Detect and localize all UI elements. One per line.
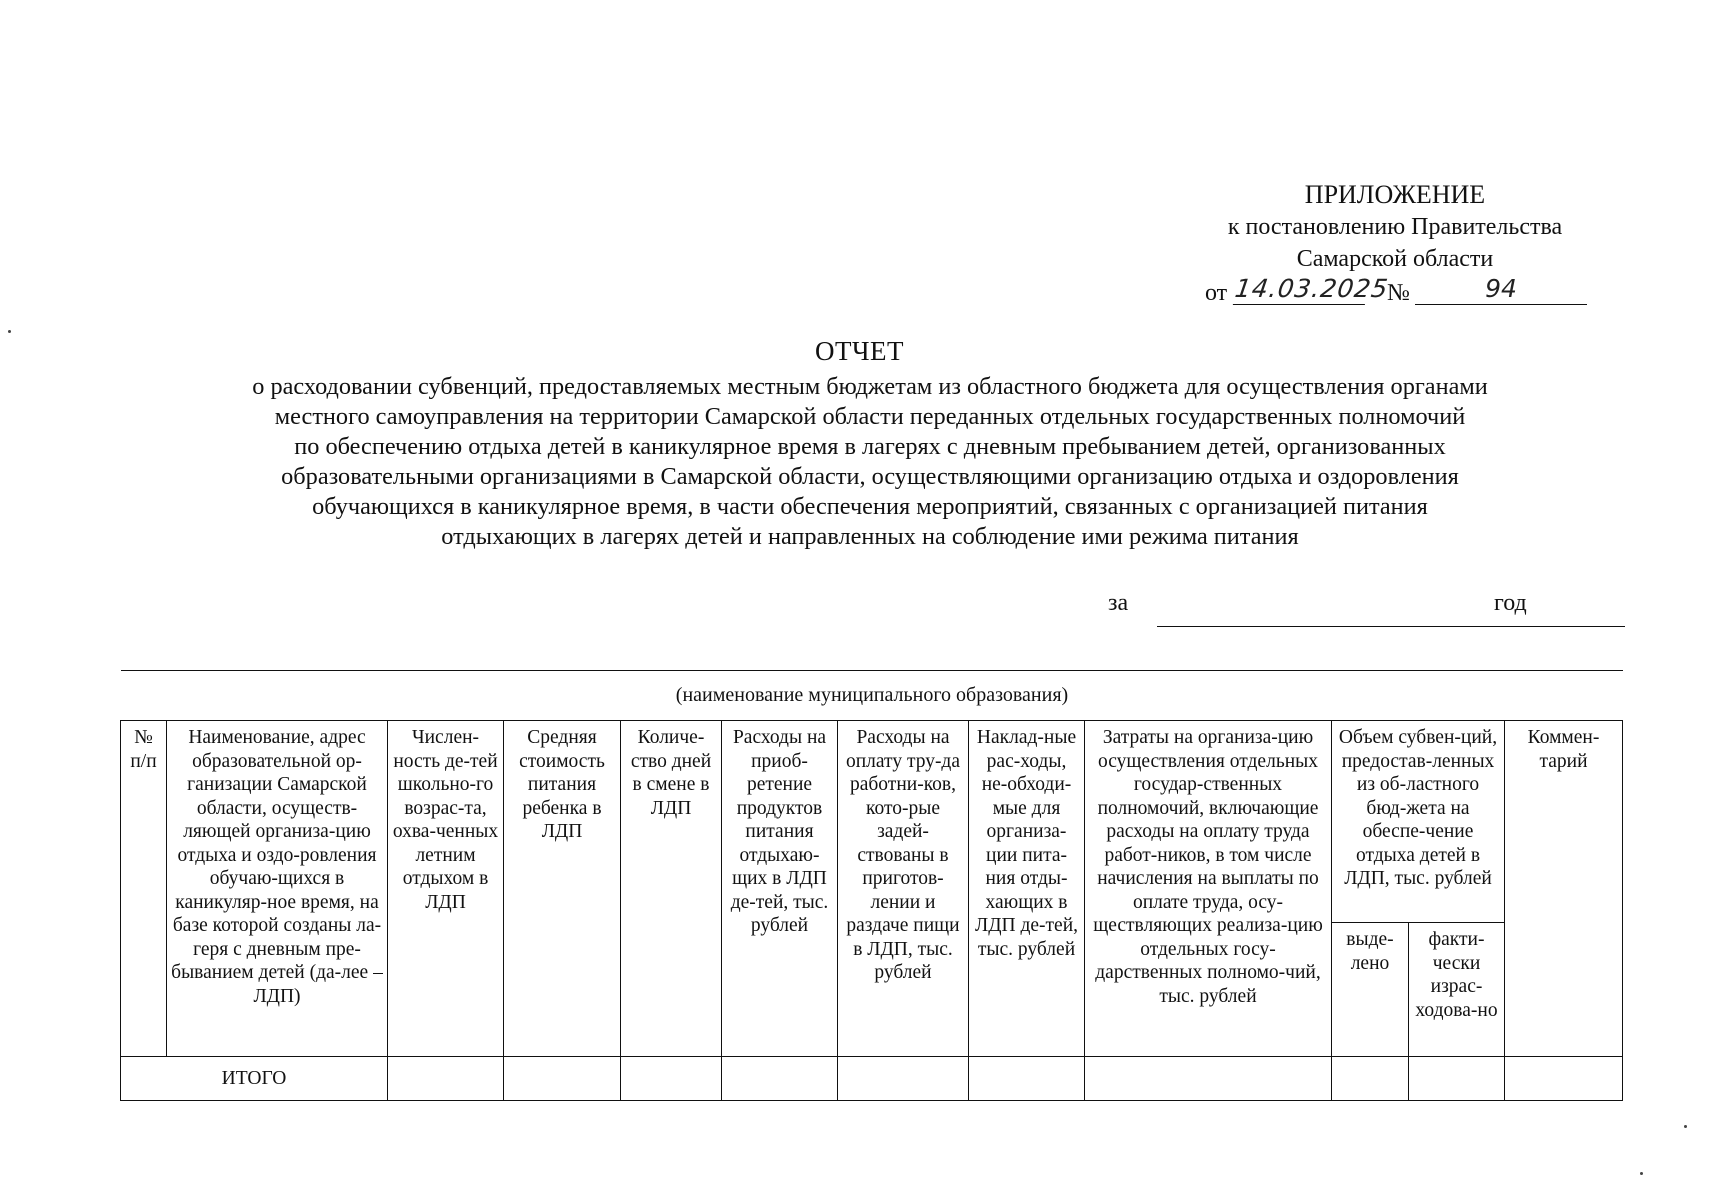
total-cell <box>1409 1057 1505 1101</box>
report-subject-line: образовательными организациями в Самарской области, осуществляющими организацию отдыха и оздоровления <box>281 463 1459 490</box>
decree-date-handwritten: 14.03.2025 <box>1233 274 1391 303</box>
scan-speck <box>8 330 11 333</box>
scan-speck <box>1684 1125 1687 1128</box>
total-cell <box>621 1057 722 1101</box>
report-subject-line: по обеспечению отдыха детей в каникулярное время в лагерях с дневным пребыванием детей, организованных <box>294 433 1446 460</box>
header-spent: факти-чески израс-ходова-но <box>1409 923 1505 1057</box>
header-admin-costs: Затраты на организа-цию осуществления отдельных государ-ственных полномочий, включающие расходы на оплату труда работ-ников, в том числе начисления на выплаты по оплате труда, осу-ществляющих реализа-цию отдельных госу-дарственных полномо-чий, тыс. рублей <box>1085 721 1332 1057</box>
header-num: № п/п <box>121 721 167 1057</box>
header-avg-cost: Средняя стоимость питания ребенка в ЛДП <box>504 721 621 1057</box>
report-subject-line: о расходовании субвенций, предоставляемых местным бюджетам из областного бюджета для осуществления органами <box>252 373 1488 400</box>
header-days: Количе-ство дней в смене в ЛДП <box>621 721 722 1057</box>
report-subject-line: местного самоуправления на территории Самарской области переданных отдельных государственных полномочий <box>274 403 1466 430</box>
municipality-blank-line <box>121 670 1623 671</box>
report-subject-line: обучающихся в каникулярное время, в части обеспечения мероприятий, связанных с организацией питания <box>312 493 1428 520</box>
appendix-decree-line: к постановлению Правительства <box>1227 214 1563 240</box>
total-cell <box>969 1057 1085 1101</box>
total-cell <box>388 1057 504 1101</box>
total-label: ИТОГО <box>121 1057 388 1101</box>
total-cell <box>1505 1057 1623 1101</box>
header-staff-expenses: Расходы на оплату тру-да работни-ков, кото-рые задей-ствованы в приготов-лении и раздаче пищи в ЛДП, тыс. рублей <box>838 721 969 1057</box>
header-subvention: Объем субвен-ций, предостав-ленных из об-ластного бюд-жета на обеспе-чение отдыха детей в ЛДП, тыс. рублей <box>1332 721 1505 923</box>
total-cell <box>838 1057 969 1101</box>
header-row <box>121 721 1623 923</box>
header-children-count: Числен-ность де-тей школьно-го возрас-та, охва-ченных летним отдыхом в ЛДП <box>388 721 504 1057</box>
report-subject <box>120 372 1620 552</box>
report-table <box>120 720 1623 1101</box>
header-overhead: Наклад-ные рас-ходы, не-обходи-мые для организа-ции пита-ния отды-хающих в ЛДП де-тей, тыс. рублей <box>969 721 1085 1057</box>
header-food-expenses: Расходы на приоб-ретение продуктов питания отдыхаю-щих в ЛДП де-тей, тыс. рублей <box>722 721 838 1057</box>
period-prefix: за <box>1108 590 1129 616</box>
report-title: ОТЧЕТ <box>814 336 905 366</box>
decree-date-number-line <box>1205 274 1590 310</box>
number-label: № <box>1387 280 1410 306</box>
municipality-caption: (наименование муниципального образования) <box>675 684 1069 706</box>
total-cell <box>1332 1057 1409 1101</box>
report-subject-line: отдыхающих в лагерях детей и направленных на соблюдение ими режима питания <box>441 523 1299 550</box>
period-blank-line <box>1157 626 1625 627</box>
decree-number-handwritten: 94 <box>1415 274 1587 305</box>
date-prefix: от <box>1205 280 1228 306</box>
period-suffix: год <box>1494 590 1527 616</box>
header-allocated: выде-лено <box>1332 923 1409 1057</box>
appendix-region-line: Самарской области <box>1296 246 1494 272</box>
scan-speck <box>1640 1172 1643 1175</box>
header-organization: Наименование, адрес образовательной ор-ганизации Самарской области, осуществ-ляющей организа-цию отдыха и оздо-ровления обучаю-щихся в каникуляр-ное время, на базе которой созданы ла-геря с дневным пре-быванием детей (да-лее – ЛДП) <box>167 721 388 1057</box>
appendix-title: ПРИЛОЖЕНИЕ <box>1304 180 1486 209</box>
total-cell <box>722 1057 838 1101</box>
total-cell <box>504 1057 621 1101</box>
total-cell <box>1085 1057 1332 1101</box>
total-row <box>121 1057 1623 1101</box>
header-comment: Коммен-тарий <box>1505 721 1623 1057</box>
